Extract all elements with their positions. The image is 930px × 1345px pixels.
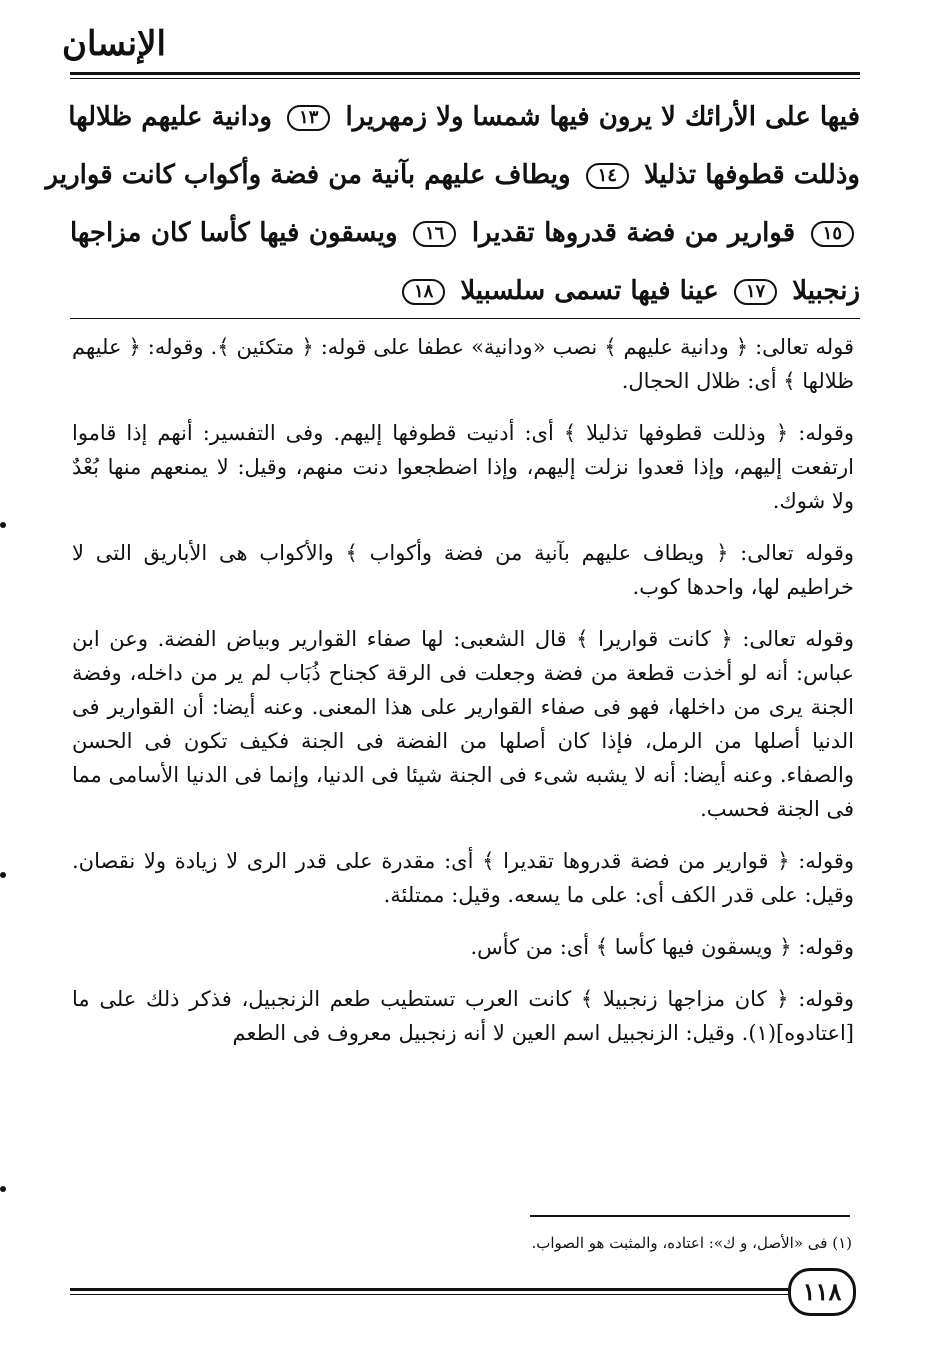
verse-number-marker: ١٦ [413,221,456,247]
verse-text: ويطاف عليهم بآنية من فضة وأكواب كانت قوارير [45,160,571,190]
page-number: ١١٨ [788,1268,856,1316]
verse-text: ودانية عليهم ظلالها [68,102,272,132]
commentary-paragraph: قوله تعالى: ﴿ ودانية عليهم ﴾ نصب «ودانية» عطفا على قوله: ﴿ متكئين ﴾. وقوله: ﴿ عليهم ظلالها ﴾ أى: ظلال الحجال. [72,335,854,393]
verse-number-marker: ١٨ [402,279,445,305]
verse-text: قوارير من فضة قدروها تقديرا [471,218,796,248]
verse-number-marker: ١٣ [287,105,330,131]
footer-rule [70,1288,788,1291]
commentary-paragraph: وقوله: ﴿ وذللت قطوفها تذليلا ﴾ أى: أدنيت قطوفها إليهم. وفى التفسير: أنهم إذا قاموا ارتفعت إليهم، وإذا قعدوا نزلت إليهم، وإذا اضطجعوا دنت منهم، وقيل: لا يمنعهم منها بُعْدٌ ولا شوك. [72,421,854,513]
verse-text: زنجبيلا [792,276,860,306]
verse-number-marker: ١٧ [734,279,777,305]
quran-verses [45,88,860,320]
margin-dot [0,1186,6,1192]
commentary-paragraph: وقوله: ﴿ ويسقون فيها كأسا ﴾ أى: من كأس. [470,935,854,959]
verse-number-marker: ١٤ [586,163,629,189]
verse-text: فيها على الأرائك لا يرون فيها شمسا ولا زمهريرا [345,102,860,132]
section-divider [70,318,860,319]
verse-line [70,262,860,320]
footnote: (١) فى «الأصل، و ك»: اعتاده، والمثبت هو الصواب. [531,1234,852,1252]
verse-line [70,204,860,262]
verse-line [70,88,860,146]
margin-dot [0,522,6,528]
header-rule-thin [70,78,860,79]
commentary-body [72,330,854,1068]
page-header-title: الإنسان [62,24,166,64]
commentary-paragraph: وقوله تعالى: ﴿ كانت قواريرا ﴾ قال الشعبى: لها صفاء القوارير وبياض الفضة. وعن ابن عباس: أنه لو أخذت قطعة من فضة وجعلت فى الرقة كجناح ذُبَاب لم ير من داخله، وفضة الجنة يرى من داخلها، فهو فى صفاء القوارير على هذا المعنى. وعنه أيضا: أن القوارير فى الدنيا أصلها من الرمل، فإذا كان أصلها من الفضة فى الجنة فكيف تكون فى الحسن والصفاء. وعنه أيضا: أنه لا يشبه شىء فى الجنة شيئا فى الدنيا، وإنما فى الدنيا الأسامى مما فى الجنة فحسب. [72,627,854,821]
verse-text: وذللت قطوفها تذليلا [644,160,860,190]
verse-text: ويسقون فيها كأسا كان مزاجها [70,218,398,248]
margin-dot [0,872,6,878]
verse-line [45,146,860,204]
footnote-rule [530,1215,850,1217]
footer-rule-thin [70,1294,788,1295]
commentary-paragraph: وقوله تعالى: ﴿ ويطاف عليهم بآنية من فضة وأكواب ﴾ والأكواب هى الأباريق التى لا خراطيم لها، واحدها كوب. [72,541,854,599]
verse-number-marker: ١٥ [811,221,854,247]
verse-text: عينا فيها تسمى سلسبيلا [460,276,719,306]
header-rule [70,72,860,75]
commentary-paragraph: وقوله: ﴿ قوارير من فضة قدروها تقديرا ﴾ أى: مقدرة على قدر الرى لا زيادة ولا نقصان. وقيل: على قدر الكف أى: على ما يسعه. وقيل: ممتلئة. [72,849,854,907]
commentary-paragraph: وقوله: ﴿ كان مزاجها زنجبيلا ﴾ كانت العرب تستطيب طعم الزنجبيل، فذكر ذلك على ما [اعتادوه](١). وقيل: الزنجبيل اسم العين لا أنه زنجبيل معروف فى الطعم [72,987,854,1045]
